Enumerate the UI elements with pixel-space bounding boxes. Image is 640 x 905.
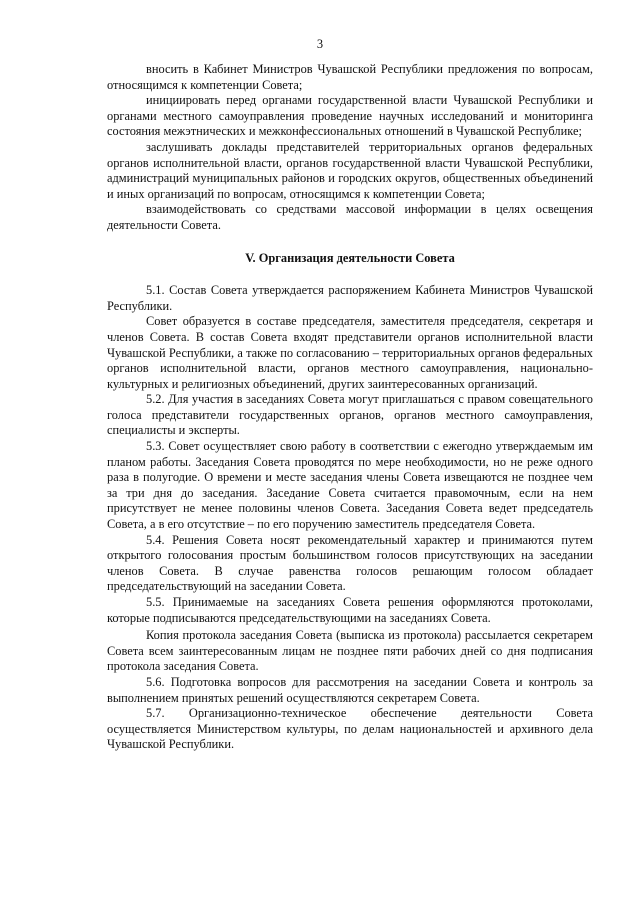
paragraph-5-2: 5.2. Для участия в заседаниях Совета могут приглашаться с правом совещательного голоса представители государственных органов, органов местного самоуправления, специалисты и эксперты. [107,392,593,438]
list-item-reports: заслушивать доклады представителей территориальных органов федеральных органов исполнительной власти, органов государственной власти Чувашской Республики, администраций муниципальных районов и городских округов, общественных объединений и иных организаций по вопросам, относящимся к компетенции Совета; [107,139,593,201]
paragraph-5-7: 5.7. Организационно-техническое обеспечение деятельности Совета осуществляется Министерством культуры, по делам национальностей и архивного дела Чувашской Республики. [107,706,593,752]
paragraph-5-4: 5.4. Решения Совета носят рекомендательный характер и принимаются путем открытого голосования простым большинством голосов присутствующих на заседании членов Совета. В случае равенства голосов решающим голосом обладает председательствующий на заседании Совета. [107,532,593,594]
section-heading: V. Организация деятельности Совета [245,250,455,265]
paragraph-5-6: 5.6. Подготовка вопросов для рассмотрения на заседании Совета и контроль за выполнением принятых решений осуществляются секретарем Совета. [107,674,593,705]
list-item-media: взаимодействовать со средствами массовой информации в целях освещения деятельности Совета. [107,202,593,232]
paragraph-protocol-copy: Копия протокола заседания Совета (выписка из протокола) рассылается секретарем Совета всем заинтересованным лицам не позднее пяти рабочих дней со дня подписания протокола заседания Совета. [107,628,593,674]
list-item-research: инициировать перед органами государственной власти Чувашской Республики и органами местного самоуправления проведение научных исследований и мониторинга состояния межэтнических и межконфессиональных отношений в Чувашской Республике; [107,93,593,139]
list-item-proposals: вносить в Кабинет Министров Чувашской Республики предложения по вопросам, относящимся к компетенции Совета; [107,62,593,92]
page-number: 3 [316,37,324,51]
paragraph-5-1: 5.1. Состав Совета утверждается распоряжением Кабинета Министров Чувашской Республики. [107,283,593,313]
paragraph-5-5: 5.5. Принимаемые на заседаниях Совета решения оформляются протоколами, которые подписываются председательствующими на заседаниях Совета. [107,595,593,625]
paragraph-composition: Совет образуется в составе председателя, заместителя председателя, секретаря и членов Совета. В состав Совета входят представители органов исполнительной власти Чувашской Республики, а также по согласованию – территориальных органов федеральных органов исполнительной власти, органов местного самоуправления, национально-культурных и религиозных объединений, других заинтересованных организаций. [107,314,593,391]
document-body [107,62,593,753]
paragraph-5-3: 5.3. Совет осуществляет свою работу в соответствии с ежегодно утверждаемым им планом работы. Заседания Совета проводятся по мере необходимости, но не реже одного раза в полугодие. О времени и месте заседания члены Совета извещаются не позднее чем за три дня до заседания. Заседание Совета считается правомочным, если на нем присутствует не менее половины членов Совета. Заседания Совета ведет председатель Совета, а в его отсутствие – по его поручению заместитель председателя Совета. [107,439,593,532]
